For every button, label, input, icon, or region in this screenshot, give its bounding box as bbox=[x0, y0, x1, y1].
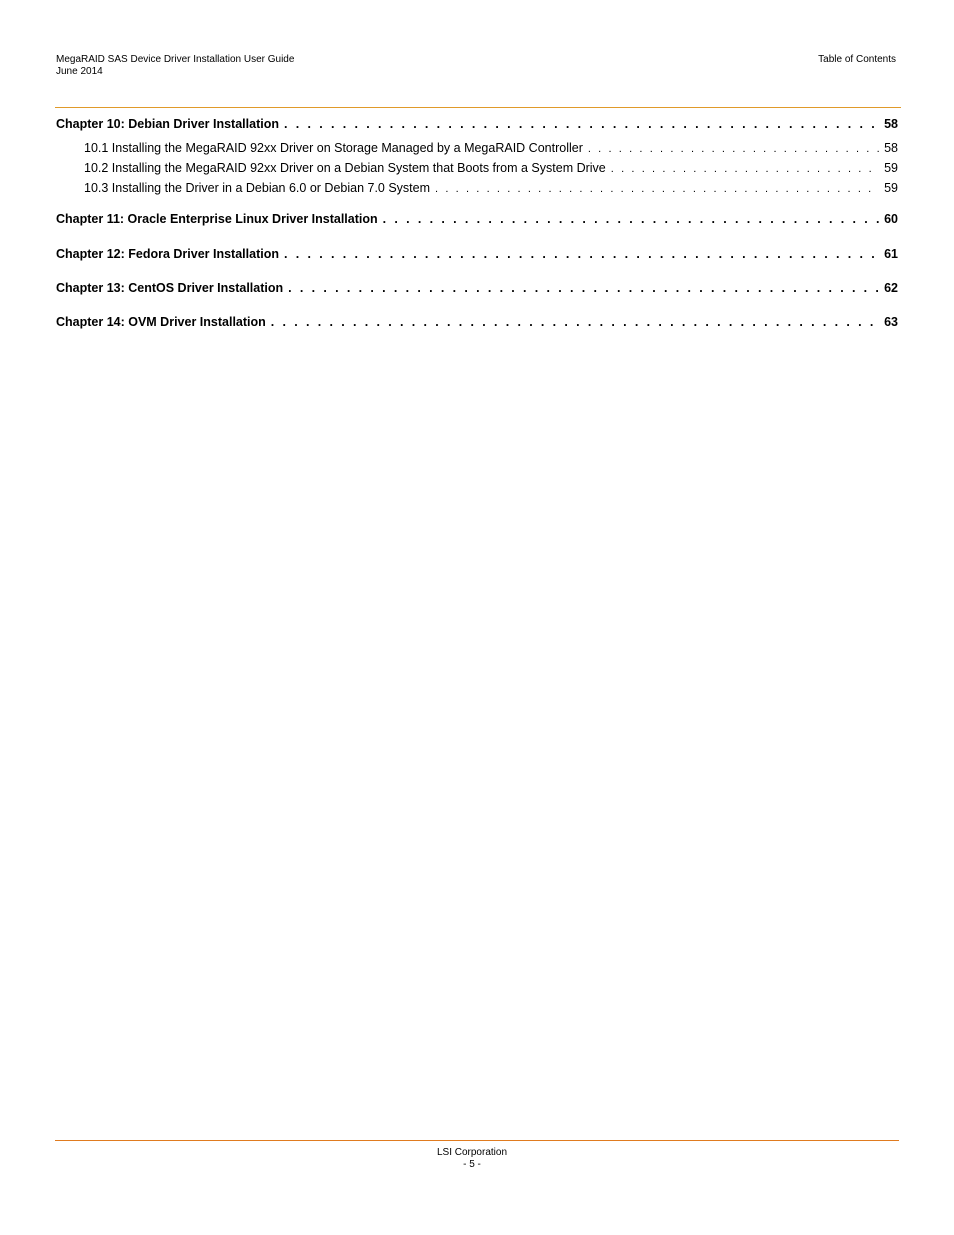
toc-entry-title: 10.3 Installing the Driver in a Debian 6.0 or Debian 7.0 System bbox=[84, 181, 431, 195]
dot-leader bbox=[435, 181, 879, 197]
dot-leader bbox=[588, 141, 879, 157]
dot-leader bbox=[288, 280, 879, 296]
toc-entry-chapter-14[interactable] bbox=[56, 314, 898, 330]
toc-entry-title: 10.2 Installing the MegaRAID 92xx Driver on a Debian System that Boots from a System Drive bbox=[84, 161, 606, 175]
toc-entry-title: Chapter 13: CentOS Driver Installation bbox=[56, 281, 284, 295]
toc-entry-section-10-2[interactable] bbox=[56, 160, 898, 177]
toc-entry-page: 63 bbox=[884, 315, 898, 329]
document-title: MegaRAID SAS Device Driver Installation User Guide bbox=[56, 54, 295, 65]
toc-entry-page: 59 bbox=[884, 181, 898, 195]
toc-entry-page: 62 bbox=[884, 281, 898, 295]
running-header-right: Table of Contents bbox=[818, 54, 896, 65]
toc-entry-title: Chapter 11: Oracle Enterprise Linux Driver Installation bbox=[56, 212, 378, 226]
toc-entry-title: 10.1 Installing the MegaRAID 92xx Driver on Storage Managed by a MegaRAID Controller bbox=[84, 141, 583, 155]
toc-entry-section-10-3[interactable] bbox=[56, 180, 898, 197]
dot-leader bbox=[383, 211, 879, 227]
document-date: June 2014 bbox=[56, 66, 103, 77]
dot-leader bbox=[284, 116, 879, 132]
dot-leader bbox=[271, 314, 879, 330]
toc-entry-chapter-10[interactable] bbox=[56, 116, 898, 132]
toc-entry-page: 59 bbox=[884, 161, 898, 175]
header-rule bbox=[55, 107, 901, 108]
toc-entry-section-10-1[interactable] bbox=[56, 140, 898, 157]
toc-entry-title: Chapter 10: Debian Driver Installation bbox=[56, 117, 279, 131]
dot-leader bbox=[611, 161, 879, 177]
toc-entry-title: Chapter 14: OVM Driver Installation bbox=[56, 315, 266, 329]
toc-entry-chapter-13[interactable] bbox=[56, 280, 898, 296]
footer-rule bbox=[55, 1140, 899, 1141]
toc-entry-page: 58 bbox=[884, 141, 898, 155]
footer-page-number: - 5 - bbox=[463, 1159, 481, 1170]
toc-entry-chapter-11[interactable] bbox=[56, 211, 898, 227]
toc-entry-chapter-12[interactable] bbox=[56, 246, 898, 262]
toc-entry-title: Chapter 12: Fedora Driver Installation bbox=[56, 247, 279, 261]
toc-entry-page: 60 bbox=[884, 212, 898, 226]
running-header-left bbox=[56, 54, 294, 78]
dot-leader bbox=[284, 246, 879, 262]
toc-entry-page: 58 bbox=[884, 117, 898, 131]
toc-entry-page: 61 bbox=[884, 247, 898, 261]
footer-company: LSI Corporation bbox=[436, 1147, 508, 1158]
